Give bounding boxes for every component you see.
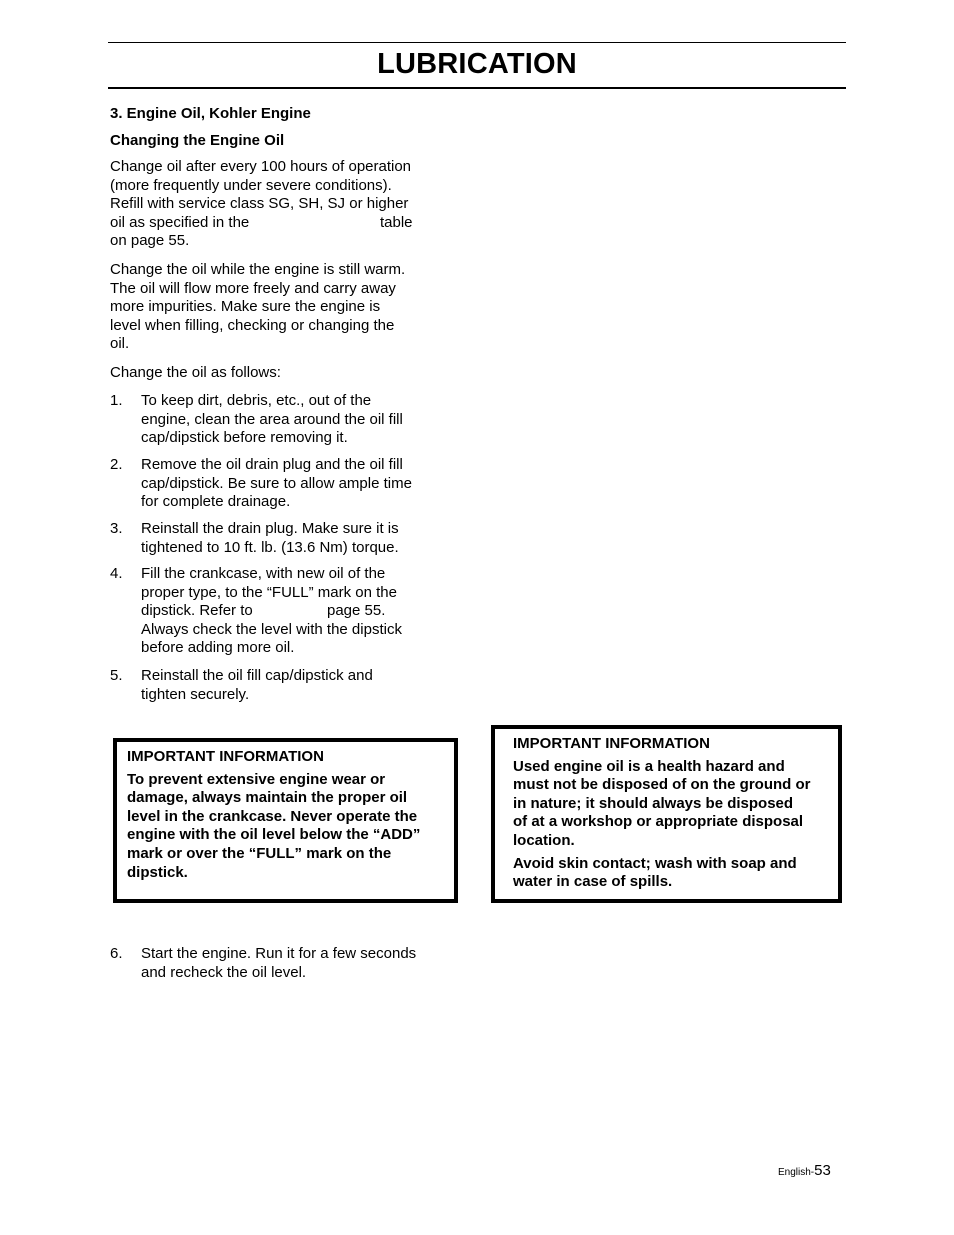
header-rule-bottom [108,87,846,89]
info-box-line: Avoid skin contact; wash with soap and [513,854,797,872]
step-text [141,945,431,982]
info-box-line: To prevent extensive engine wear or [127,770,386,788]
step-text [141,456,431,512]
info-box-line: damage, always maintain the proper oil [127,789,408,807]
info-box-line: must not be disposed of on the ground or [513,776,811,794]
steps-intro: Change the oil as follows: [110,364,281,381]
text-line: cap/dipstick before removing it. [141,429,348,447]
step-number: 5. [110,667,123,684]
step-number: 1. [110,392,123,409]
step-text [141,392,431,448]
text-line [110,214,428,233]
step-number: 2. [110,456,123,473]
important-info-box-disposal [491,725,842,903]
footer-language-label: English- [778,1167,815,1178]
text-line: on page 55. [110,232,190,250]
step-number: 6. [110,945,123,962]
text-line: level when filling, checking or changing the [110,316,395,334]
page-number: 53 [814,1162,831,1179]
text-line: Always check the level with the dipstick [141,620,402,638]
text-line: Refill with service class SG, SH, SJ or higher [110,195,409,213]
info-box-line: dipstick. [127,863,188,881]
step-number: 3. [110,520,123,537]
text-line: (more frequently under severe conditions). [110,176,392,194]
info-box-line: engine with the oil level below the “ADD” [127,826,421,844]
step-text [141,565,431,658]
text-line: Remove the oil drain plug and the oil fill [141,456,403,473]
step-text [141,667,431,704]
text-line: tightened to 10 ft. lb. (13.6 Nm) torque. [141,538,399,556]
text-line: engine, clean the area around the oil fill [141,410,403,428]
step-text [141,520,431,557]
text-fragment: table [380,213,413,231]
info-box-line: of at a workshop or appropriate disposal [513,813,804,831]
info-box-line: in nature; it should always be disposed [513,794,794,812]
step-number: 4. [110,565,123,582]
text-line: Reinstall the drain plug. Make sure it is [141,520,399,537]
text-line: more impurities. Make sure the engine is [110,298,381,316]
header-rule-top [108,42,846,43]
text-line: proper type, to the “FULL” mark on the [141,583,397,601]
text-line: The oil will flow more freely and carry away [110,279,396,297]
text-line: for complete drainage. [141,493,291,511]
page-title: LUBRICATION [377,48,577,80]
text-line: Change the oil while the engine is still warm. [110,261,406,278]
info-box-line: mark or over the “FULL” mark on the [127,844,392,862]
text-fragment: page 55. [327,602,386,620]
warm-oil-paragraph [110,261,428,354]
text-line: To keep dirt, debris, etc., out of the [141,392,372,409]
text-line: oil. [110,335,130,353]
info-box-line: Used engine oil is a health hazard and [513,757,785,775]
text-line: cap/dipstick. Be sure to allow ample time [141,474,412,492]
section-subheading: Changing the Engine Oil [110,132,285,149]
page-footer [778,1162,831,1180]
text-line: and recheck the oil level. [141,963,307,981]
text-fragment: dipstick. Refer to [141,602,253,620]
info-box-line: water in case of spills. [513,873,673,891]
intro-paragraph [110,158,428,251]
text-line: Start the engine. Run it for a few seconds [141,945,417,962]
info-box-title: IMPORTANT INFORMATION [127,748,324,765]
text-line: Fill the crankcase, with new oil of the [141,565,386,582]
text-line: before adding more oil. [141,639,295,657]
important-info-box-oil-level [113,738,458,903]
text-line: Reinstall the oil fill cap/dipstick and [141,667,373,684]
text-fragment: oil as specified in the [110,213,250,231]
info-box-line: level in the crankcase. Never operate the [127,807,418,825]
info-box-line: location. [513,831,575,849]
section-heading: 3. Engine Oil, Kohler Engine [110,105,311,122]
text-line: tighten securely. [141,685,250,703]
text-line: Change oil after every 100 hours of operation [110,158,412,175]
info-box-title: IMPORTANT INFORMATION [513,735,710,752]
text-line [141,602,431,621]
